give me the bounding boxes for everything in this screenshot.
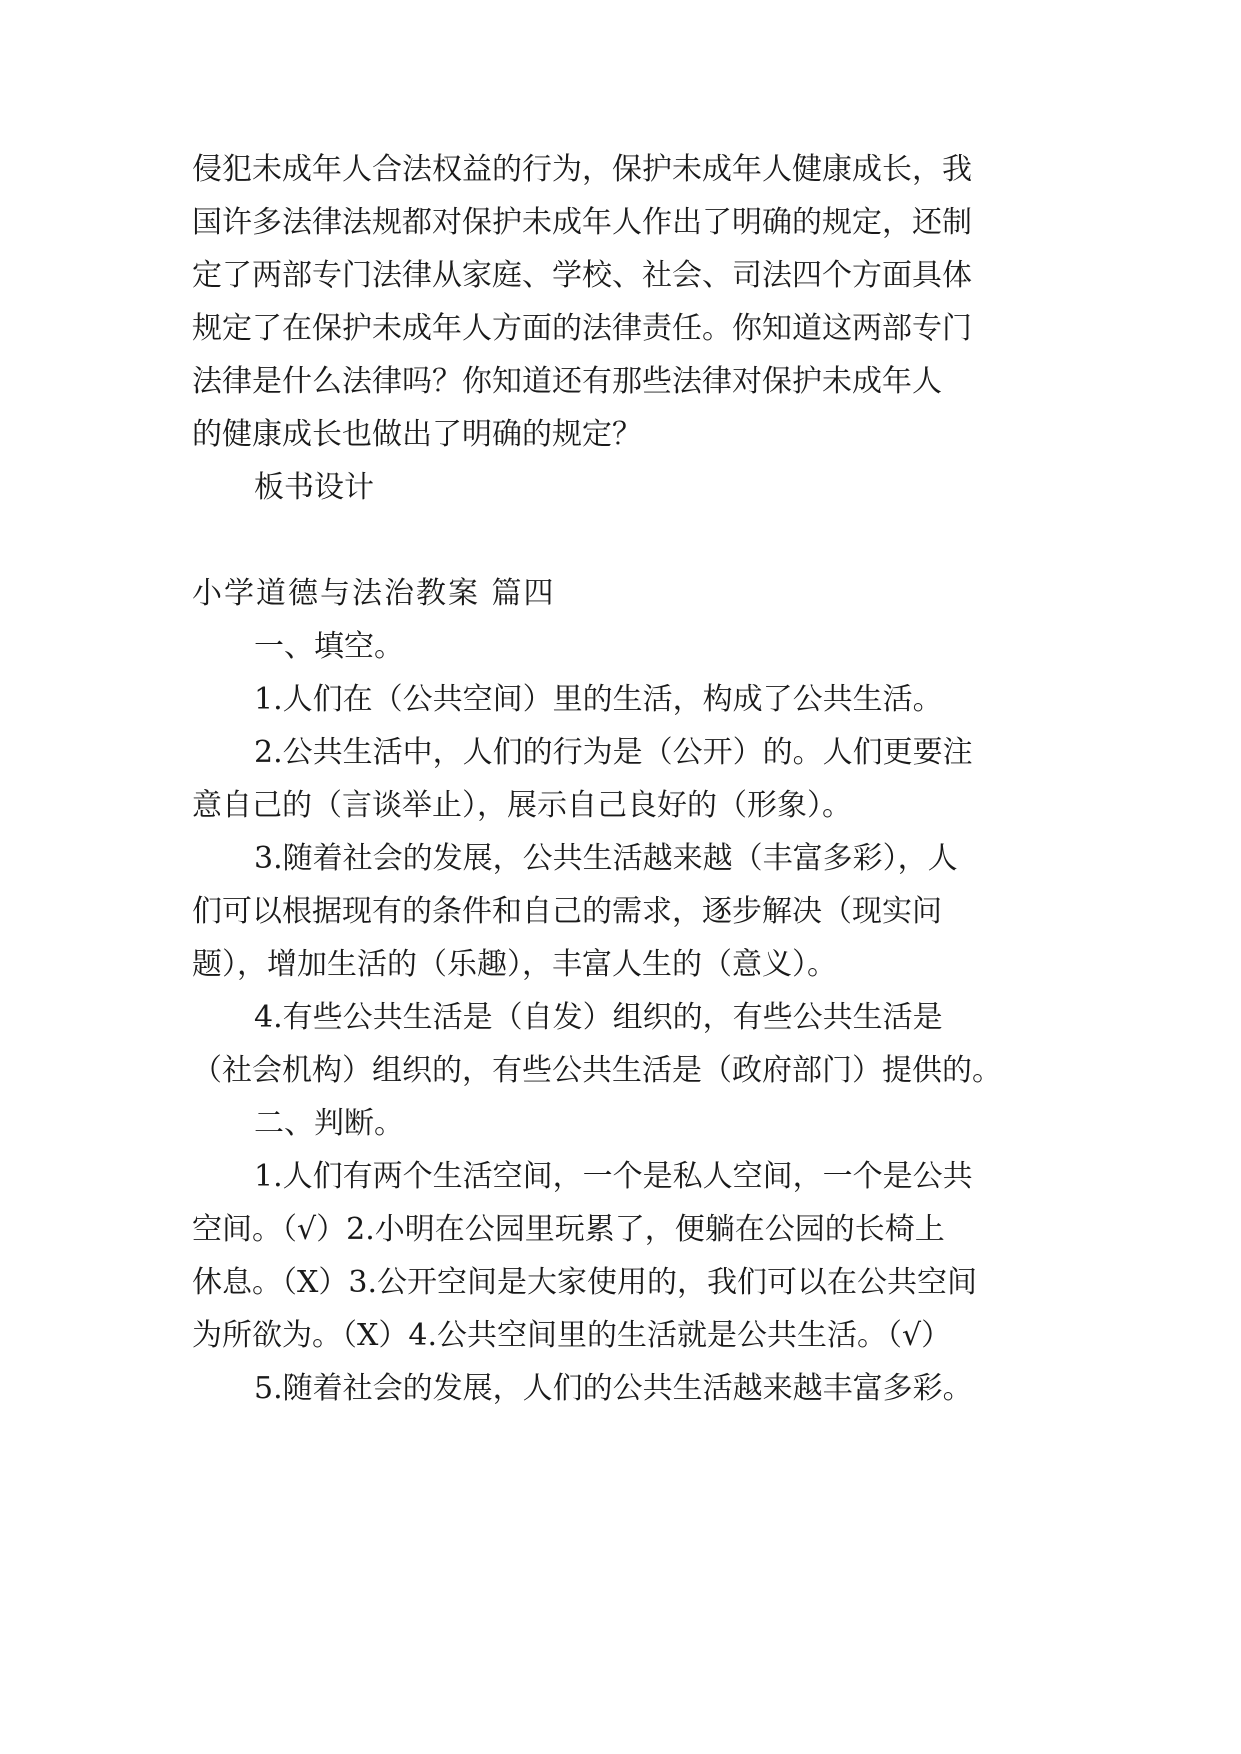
question-line: 3.随着社会的发展，公共生活越来越（丰富多彩），人 — [254, 841, 958, 876]
paragraph-line: 规定了在保护未成年人方面的法律责任。你知道这两部专门 — [192, 311, 972, 346]
question-line: 1.人们在（公共空间）里的生活，构成了公共生活。 — [254, 682, 943, 717]
question-line: 意自己的（言谈举止），展示自己良好的（形象）。 — [192, 788, 852, 823]
paragraph-line: 的健康成长也做出了明确的规定？ — [192, 417, 642, 452]
paragraph-line: 国许多法律法规都对保护未成年人作出了明确的规定，还制 — [192, 205, 972, 240]
question-line: 1.人们有两个生活空间，一个是私人空间，一个是公共 — [254, 1159, 973, 1194]
paragraph-line: 法律是什么法律吗？你知道还有那些法律对保护未成年人 — [192, 364, 942, 399]
section-title: 小学道德与法治教案 篇四 — [192, 576, 556, 611]
board-design-heading: 板书设计 — [254, 470, 374, 505]
question-line: 2.公共生活中，人们的行为是（公开）的。人们更要注 — [254, 735, 973, 770]
paragraph-line: 定了两部专门法律从家庭、学校、社会、司法四个方面具体 — [192, 258, 972, 293]
judgement-heading: 二、判断。 — [254, 1106, 404, 1141]
fill-blank-heading: 一、填空。 — [254, 629, 404, 664]
question-line: 休息。（X）3.公开空间是大家使用的，我们可以在公共空间 — [192, 1265, 977, 1300]
question-line: 空间。（√）2.小明在公园里玩累了，便躺在公园的长椅上 — [192, 1212, 945, 1247]
question-line: 题），增加生活的（乐趣），丰富人生的（意义）。 — [192, 947, 837, 982]
question-line: 为所欲为。（X）4.公共空间里的生活就是公共生活。（√） — [192, 1318, 952, 1353]
question-line: 们可以根据现有的条件和自己的需求，逐步解决（现实问 — [192, 894, 942, 929]
question-line: 5.随着社会的发展，人们的公共生活越来越丰富多彩。 — [254, 1371, 973, 1406]
paragraph-line: 侵犯未成年人合法权益的行为，保护未成年人健康成长，我 — [192, 152, 972, 187]
question-line: 4.有些公共生活是（自发）组织的，有些公共生活是 — [254, 1000, 943, 1035]
question-line: （社会机构）组织的，有些公共生活是（政府部门）提供的。 — [192, 1053, 1002, 1088]
